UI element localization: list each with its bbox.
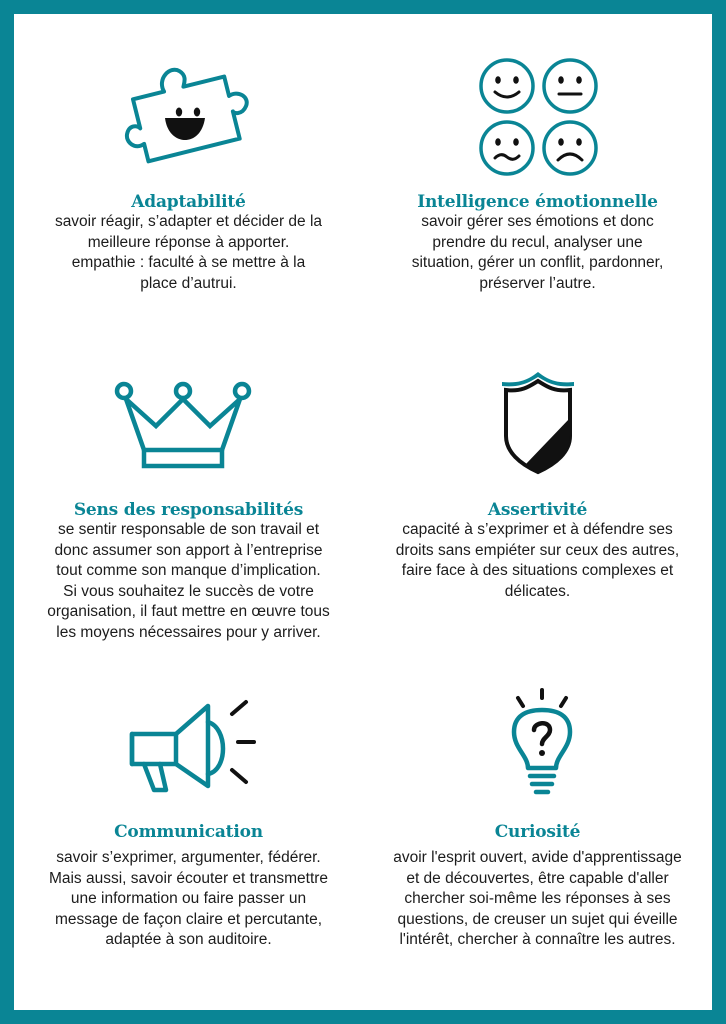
desc-line: message de façon claire et percutante, <box>54 910 323 928</box>
card-title: Assertivité <box>487 500 588 520</box>
desc-line: savoir réagir, s’adapter et décider de la <box>54 213 323 230</box>
puzzle-piece-smiling-icon <box>119 54 259 169</box>
desc-line: savoir s’exprimer, argumenter, fédérer. <box>56 849 321 866</box>
card-title: Curiosité <box>494 822 581 842</box>
card-title: Intelligence émotionnelle <box>417 192 658 212</box>
card-intelligence-emotionnelle <box>363 14 712 344</box>
card-description <box>24 848 353 951</box>
desc-line: avoir l'esprit ouvert, avide d'apprentissage <box>393 849 682 866</box>
desc-line: situation, gérer un conflit, pardonner, <box>411 254 664 271</box>
card-assertivite <box>363 344 712 674</box>
crown-icon <box>112 370 252 475</box>
desc-line: faire face à des situations complexes et <box>401 562 674 579</box>
desc-line: les moyens nécessaires pour y arriver. <box>56 623 321 641</box>
desc-line: Mais aussi, savoir écouter et transmettre <box>48 869 329 887</box>
desc-line: questions, de creuser un sujet qui éveille <box>397 910 678 928</box>
card-description <box>373 848 702 951</box>
desc-line: organisation, il faut mettre en œuvre tous <box>47 603 330 620</box>
card-description <box>373 520 702 602</box>
desc-line: préserver l’autre. <box>479 274 596 292</box>
lightbulb-question-icon <box>506 688 578 805</box>
card-communication <box>14 674 363 1010</box>
card-adaptabilite <box>14 14 363 344</box>
megaphone-icon <box>118 692 258 801</box>
card-sens-des-responsabilites <box>14 344 363 674</box>
desc-line: donc assumer son apport à l’entreprise <box>54 541 323 559</box>
desc-line: capacité à s’exprimer et à défendre ses <box>402 521 673 538</box>
emotion-faces-icon <box>477 56 601 185</box>
desc-line: se sentir responsable de son travail et <box>57 521 320 538</box>
card-description <box>24 212 353 294</box>
desc-line: droits sans empiéter sur ceux des autres, <box>395 541 680 559</box>
card-title: Sens des responsabilités <box>73 500 304 520</box>
shield-icon <box>500 372 576 481</box>
desc-line: Si vous souhaitez le succès de votre <box>63 582 314 600</box>
desc-line: meilleure réponse à apporter. <box>87 233 290 251</box>
desc-line: place d’autrui. <box>140 274 237 292</box>
desc-line: délicates. <box>504 582 571 600</box>
card-description <box>373 212 702 294</box>
desc-line: adaptée à son auditoire. <box>105 931 272 948</box>
card-curiosite <box>363 674 712 1010</box>
card-title: Adaptabilité <box>131 192 246 212</box>
desc-line: empathie : faculté à se mettre à la <box>71 254 306 271</box>
desc-line: une information ou faire passer un <box>70 890 307 907</box>
desc-line: l'intérêt, chercher à connaître les autres. <box>399 931 676 948</box>
desc-line: prendre du recul, analyser une <box>432 233 643 251</box>
soft-skills-sheet <box>14 14 712 1010</box>
card-title: Communication <box>114 822 263 842</box>
desc-line: et de découvertes, être capable d'aller <box>406 869 669 887</box>
desc-line: tout comme son manque d’implication. <box>56 562 321 579</box>
desc-line: savoir gérer ses émotions et donc <box>421 213 654 230</box>
desc-line: chercher soi-même les réponses à ses <box>404 890 671 907</box>
card-description <box>24 520 353 643</box>
